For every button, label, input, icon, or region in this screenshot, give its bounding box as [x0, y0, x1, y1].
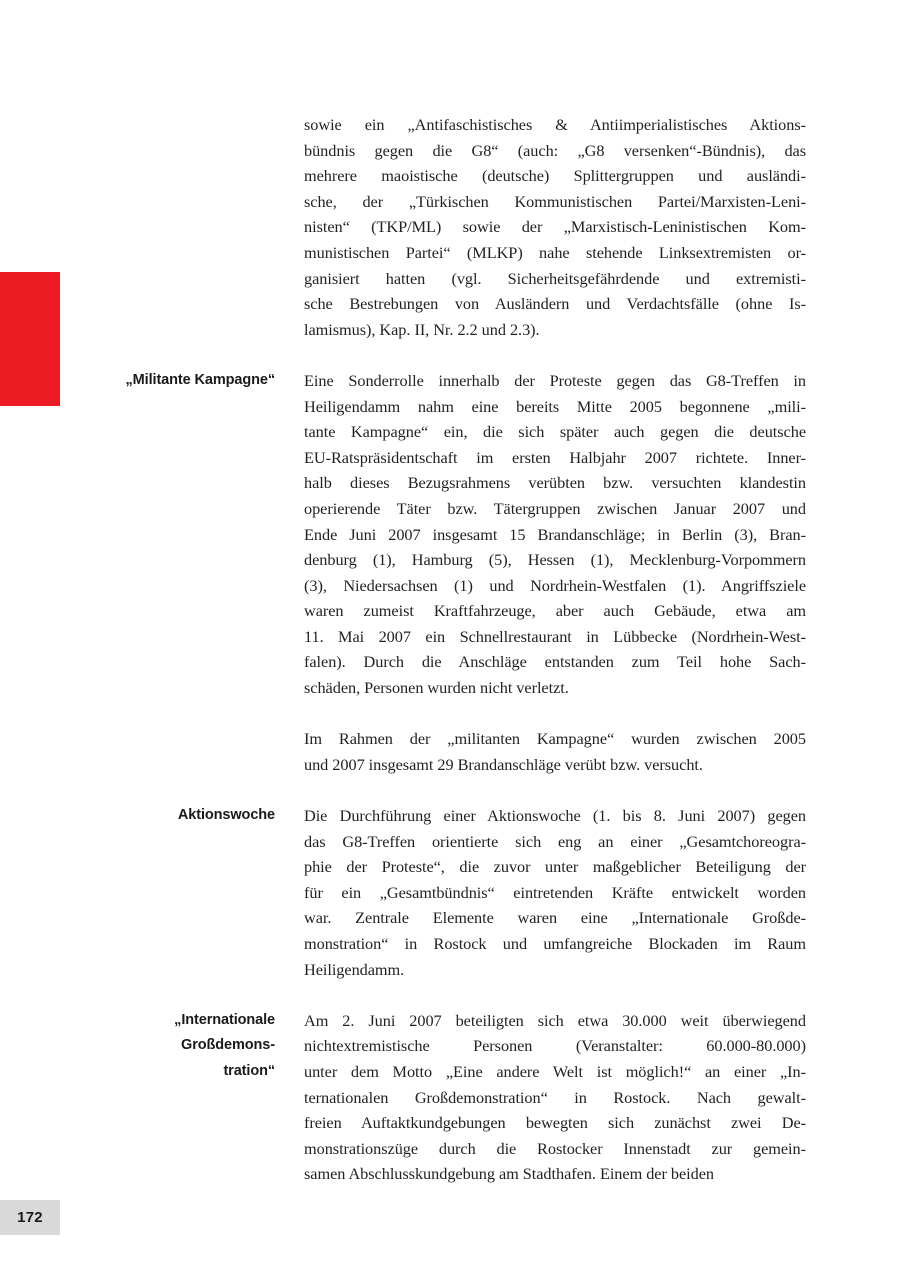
body-paragraph — [304, 368, 806, 701]
text-line: Ende Juni 2007 insgesamt 15 Brandanschläge; in Berlin (3), Bran- — [304, 524, 806, 544]
text-line: freien Auftaktkundgebungen bewegten sich zunächst zwei De- — [304, 1113, 806, 1133]
text-line: samen Abschlusskundgebung am Stadthafen. Einem der beiden — [304, 1164, 714, 1184]
text-line: nichtextremistische Personen (Veranstalter: 60.000-80.000) — [304, 1036, 806, 1056]
body-column — [304, 368, 806, 778]
content-block — [0, 112, 900, 342]
body-paragraph — [304, 726, 806, 777]
text-line: mehrere maoistische (deutsche) Splittergruppen und ausländi- — [304, 166, 806, 186]
body-column — [304, 1008, 806, 1187]
text-line: monstration“ in Rostock und umfangreiche Blockaden im Raum — [304, 934, 806, 953]
text-line: lamismus), Kap. II, Nr. 2.2 und 2.3). — [304, 319, 540, 339]
text-line: war. Zentrale Elemente waren eine „Internationale Großde- — [304, 908, 806, 928]
text-line: das G8-Treffen orientierte sich eng an einer „Gesamtchoreogra- — [304, 831, 806, 851]
text-line: operierende Täter bzw. Tätergruppen zwischen Januar 2007 und — [304, 498, 806, 518]
margin-heading: Aktionswoche — [177, 807, 275, 824]
text-line: schäden, Personen wurden nicht verletzt. — [304, 678, 569, 698]
margin-heading-line: tration“ — [223, 1062, 275, 1079]
page-number-box — [0, 1200, 60, 1235]
body-paragraph — [304, 112, 806, 342]
body-column — [304, 803, 806, 982]
text-line: Am 2. Juni 2007 beteiligten sich etwa 30.000 weit überwiegend — [304, 1010, 806, 1030]
page-number: 172 — [17, 1209, 43, 1226]
margin-heading-line: „Internationale — [174, 1011, 275, 1028]
text-line: unter dem Motto „Eine andere Welt ist möglich!“ an einer „In- — [304, 1061, 806, 1081]
page-content — [0, 112, 900, 1187]
margin-heading — [110, 1008, 275, 1085]
body-column — [304, 112, 806, 342]
text-line: und 2007 insgesamt 29 Brandanschläge verübt bzw. versucht. — [304, 754, 703, 774]
text-line: Heiligendamm. — [304, 959, 405, 979]
margin-heading-line: Großdemons- — [181, 1037, 275, 1054]
text-line: ternationalen Großdemonstration“ in Rostock. Nach gewalt- — [304, 1087, 806, 1107]
text-line: monstrationszüge durch die Rostocker Innenstadt zur gemein- — [304, 1138, 806, 1158]
text-line: halb dieses Bezugsrahmens verübten bzw. versuchten klandestin — [304, 473, 806, 493]
text-line: denburg (1), Hamburg (5), Hessen (1), Mecklenburg-Vorpommern — [304, 550, 806, 570]
text-line: munistischen Partei“ (MLKP) nahe stehende Linksextremisten or- — [304, 242, 806, 262]
content-block — [0, 803, 900, 982]
text-line: sche Bestrebungen von Ausländern und Verdachtsfälle (ohne Is- — [304, 294, 806, 314]
text-line: ganisiert hatten (vgl. Sicherheitsgefährdende und extremisti- — [304, 268, 806, 288]
margin-heading: „Militante Kampagne“ — [125, 371, 275, 388]
content-block — [0, 1008, 900, 1187]
body-paragraph — [304, 1008, 806, 1187]
text-line: 11. Mai 2007 ein Schnellrestaurant in Lübbecke (Nordrhein-West- — [304, 626, 806, 646]
text-line: Die Durchführung einer Aktionswoche (1. bis 8. Juni 2007) gegen — [304, 806, 806, 826]
text-line: Im Rahmen der „militanten Kampagne“ wurden zwischen 2005 — [304, 729, 806, 749]
text-line: für ein „Gesamtbündnis“ eintretenden Kräfte entwickelt worden — [304, 882, 806, 902]
body-paragraph — [304, 803, 806, 982]
text-line: Heiligendamm nahm eine bereits Mitte 2005 begonnene „mili- — [304, 396, 806, 416]
text-line: tante Kampagne“ ein, die sich später auch gegen die deutsche — [304, 422, 806, 442]
text-line: waren zumeist Kraftfahrzeuge, aber auch Gebäude, etwa am — [304, 601, 806, 621]
text-line: falen). Durch die Anschläge entstanden zum Teil hohe Sach- — [304, 652, 806, 672]
text-line: Eine Sonderrolle innerhalb der Proteste gegen das G8-Treffen in — [304, 370, 806, 390]
content-block — [0, 368, 900, 778]
text-line: bündnis gegen die G8“ (auch: „G8 versenken“-Bündnis), das — [304, 140, 806, 160]
text-line: phie der Proteste“, die zuvor unter maßgeblicher Beteiligung der — [304, 857, 806, 877]
text-line: EU-Ratspräsidentschaft im ersten Halbjahr 2007 richtete. Inner- — [304, 447, 806, 467]
text-line: sowie ein „Antifaschistisches & Antiimperialistisches Aktions- — [304, 115, 806, 134]
text-line: (3), Niedersachsen (1) und Nordrhein-Westfalen (1). Angriffsziele — [304, 575, 806, 595]
text-line: nisten“ (TKP/ML) sowie der „Marxistisch-Leninistischen Kom- — [304, 217, 806, 237]
text-line: sche, der „Türkischen Kommunistischen Partei/Marxisten-Leni- — [304, 191, 806, 211]
